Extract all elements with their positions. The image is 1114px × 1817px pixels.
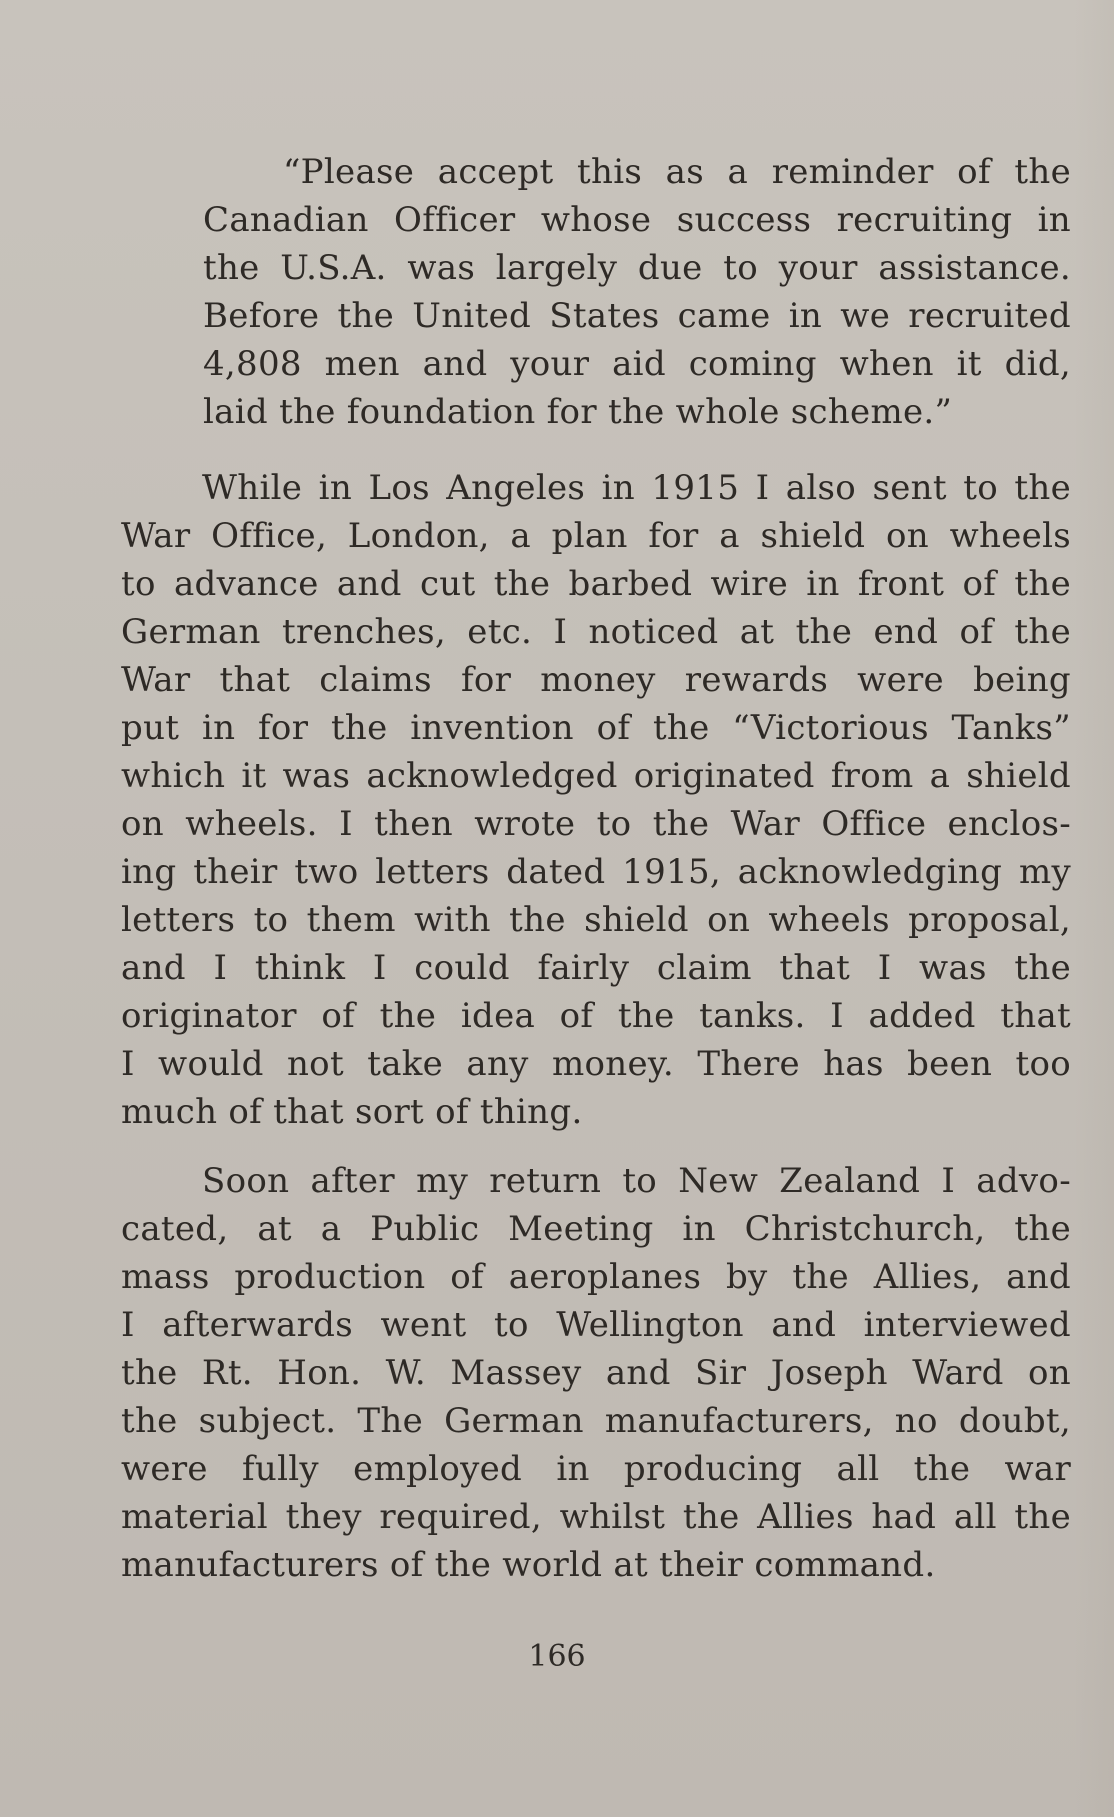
page-number: 166 xyxy=(528,1639,586,1674)
paragraph-line: While in Los Angeles in 1915 I also sent to the xyxy=(202,468,1071,508)
quote-line: 4,808 men and your aid coming when it did, xyxy=(203,344,1071,384)
paragraph-line: material they required, whilst the Allies had all the xyxy=(121,1497,1071,1537)
paragraph-line: War that claims for money rewards were being xyxy=(121,660,1071,700)
paragraph-line: letters to them with the shield on wheels proposal, xyxy=(121,900,1071,940)
quote-line: laid the foundation for the whole scheme.” xyxy=(203,392,953,432)
paragraph-line: originator of the idea of the tanks. I added that xyxy=(121,996,1071,1036)
quoted-letter xyxy=(203,148,1071,436)
paragraph-line: mass production of aeroplanes by the Allies, and xyxy=(121,1257,1071,1297)
paragraph-line: the Rt. Hon. W. Massey and Sir Joseph Ward on xyxy=(121,1353,1071,1393)
paragraph-line: I would not take any money. There has been too xyxy=(121,1044,1071,1084)
quote-line: “Please accept this as a reminder of the xyxy=(283,152,1071,192)
quote-line: Before the United States came in we recruited xyxy=(203,296,1071,336)
paragraph-line: Soon after my return to New Zealand I advo- xyxy=(202,1161,1071,1201)
paragraph-tanks xyxy=(121,464,1071,1136)
paragraph-line: put in for the invention of the “Victorious Tanks” xyxy=(121,708,1071,748)
paragraph-line: I afterwards went to Wellington and interviewed xyxy=(121,1305,1071,1345)
quote-line: Canadian Officer whose success recruiting in xyxy=(203,200,1071,240)
paragraph-line: and I think I could fairly claim that I was the xyxy=(121,948,1071,988)
paragraph-line: to advance and cut the barbed wire in front of the xyxy=(121,564,1071,604)
paragraph-line: War Office, London, a plan for a shield on wheels xyxy=(121,516,1071,556)
paragraph-line: were fully employed in producing all the war xyxy=(121,1449,1071,1489)
paragraph-line: much of that sort of thing. xyxy=(121,1092,583,1132)
quote-line: the U.S.A. was largely due to your assistance. xyxy=(203,248,1071,288)
page-edge-shading xyxy=(1074,0,1114,1817)
paragraph-line: the subject. The German manufacturers, no doubt, xyxy=(121,1401,1071,1441)
paragraph-line: which it was acknowledged originated from a shield xyxy=(121,756,1071,796)
paragraph-line: cated, at a Public Meeting in Christchurch, the xyxy=(121,1209,1071,1249)
paragraph-line: on wheels. I then wrote to the War Office enclos- xyxy=(121,804,1071,844)
paragraph-line: ing their two letters dated 1915, acknowledging my xyxy=(121,852,1071,892)
paragraph-line: German trenches, etc. I noticed at the end of the xyxy=(121,612,1071,652)
paragraph-line: manufacturers of the world at their command. xyxy=(121,1545,936,1585)
paragraph-aeroplanes xyxy=(121,1157,1071,1589)
